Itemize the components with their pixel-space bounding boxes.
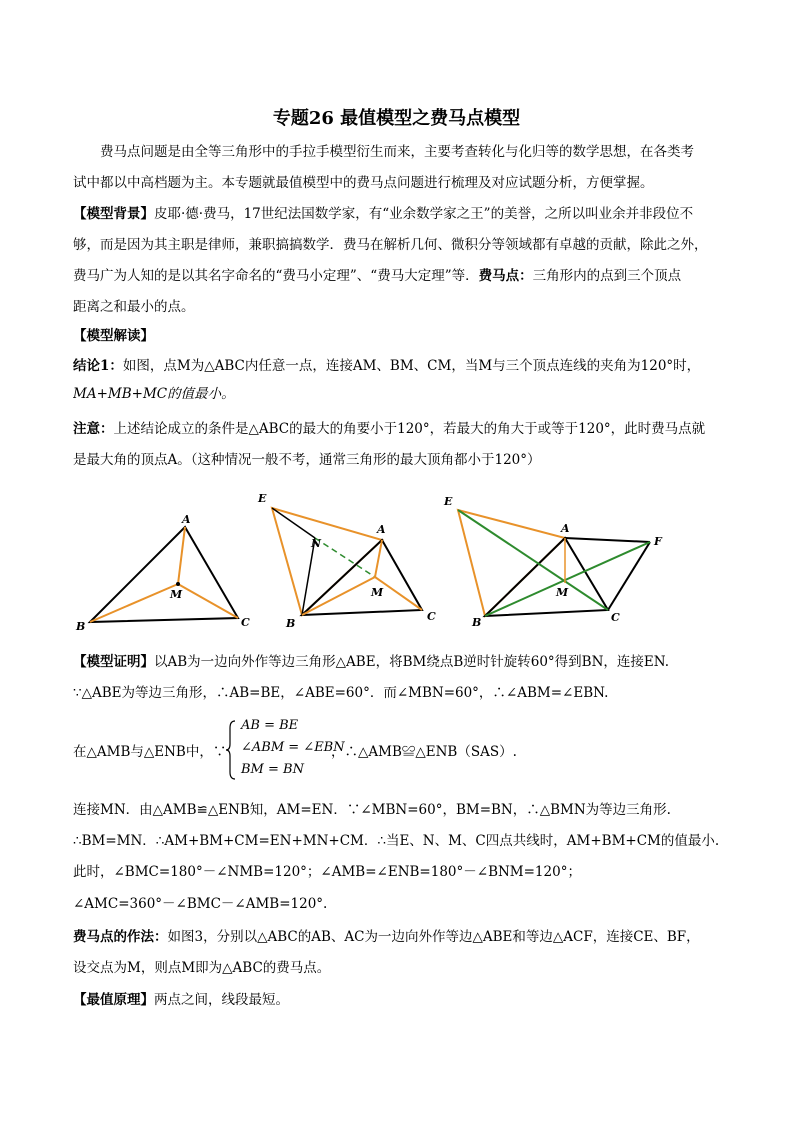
principle-line	[73, 990, 733, 1010]
fig2-label-b: B	[286, 617, 296, 630]
fermat-point-label: 费马点：	[478, 268, 533, 284]
proof-text-1: 以AB为一边向外作等边三角形△ABE，将BM绕点B逆时针旋转60°得到BN，连接EN.	[154, 654, 669, 670]
left-brace	[226, 720, 236, 780]
background-line-2: 够，而是因为其主职是律师，兼职搞搞数学．费马在解析几何、微积分等领域都有卓越的贡献，除此之外，	[73, 237, 708, 253]
fig2-segment-bm	[302, 577, 375, 615]
figures	[70, 490, 690, 635]
proof-line-2: ∵△ABE为等边三角形，∴AB=BE，∠ABE=60°．而∠MBN=60°，∴∠ABM=∠EBN.	[73, 685, 609, 701]
intro-line-1: 费马点问题是由全等三角形中的手拉手模型衍生而来，主要考查转化与化归等的数学思想，在各类考	[100, 144, 694, 160]
fig2-triangle-abe	[272, 508, 382, 615]
fig3-segment-bf	[485, 542, 650, 616]
proof-line-6: ∠AMC=360°－∠BMC－∠AMB=120°.	[73, 896, 328, 912]
system-eq-3: BM = BN	[241, 762, 304, 777]
conclusion-label: 结论1：	[73, 358, 123, 374]
note-label: 注意：	[73, 421, 114, 437]
figure-1	[75, 513, 250, 633]
conclusion-line-1	[73, 356, 733, 376]
principle-text: 两点之间，线段最短。	[154, 992, 289, 1008]
fig3-label-a: A	[561, 522, 570, 535]
intro-line-2: 试中都以中高档题为主。本专题就最值模型中的费马点问题进行梳理及对应试题分析，方便掌握。	[73, 175, 654, 191]
figure-3	[443, 495, 663, 629]
system-eq-1: AB = BE	[241, 718, 299, 733]
fig3-label-e: E	[444, 495, 453, 508]
method-label: 费马点的作法：	[73, 929, 168, 945]
conclusion-line-2: MA+MB+MC的值最小。	[73, 386, 235, 402]
fig2-label-m: M	[371, 586, 384, 599]
fig3-segment-af	[565, 538, 650, 542]
fig1-segment-am	[178, 527, 185, 584]
background-line-4: 距离之和最小的点。	[73, 299, 195, 315]
note-line-1	[73, 419, 733, 439]
fig2-label-a: A	[377, 523, 386, 536]
system-eq-2: ∠ABM = ∠EBN	[241, 740, 345, 755]
fig1-label-a: A	[182, 513, 191, 526]
fig3-label-f: F	[654, 535, 662, 548]
page-title: 专题26 最值模型之费马点模型	[272, 108, 521, 129]
congruence-system	[73, 718, 733, 784]
background-text-1: 皮耶·德·费马，17世纪法国数学家，有“业余数学家之王”的美誉，之所以叫业余并非段位不	[154, 206, 694, 222]
fig1-label-b: B	[76, 620, 86, 633]
figures-svg	[70, 490, 690, 635]
background-label: 【模型背景】	[73, 206, 154, 222]
fig1-point-m	[176, 582, 180, 586]
method-text-1: 如图3，分别以△ABC的AB、AC为一边向外作等边△ABE和等边△ACF，连接CE、BF，	[167, 929, 700, 945]
fig2-label-e: E	[258, 492, 267, 505]
proof-line-5: 此时，∠BMC=180°－∠NMB=120°；∠AMB=∠ENB=180°－∠BNM=120°；	[73, 864, 581, 880]
fig3-label-c: C	[611, 611, 620, 624]
fig2-label-n: N	[311, 537, 322, 550]
fig1-triangle-abc	[90, 527, 238, 622]
fig2-segment-nm-dashed	[315, 538, 375, 577]
system-tail: ，∴△AMB≌△ENB（SAS）.	[331, 744, 517, 760]
figure-2	[257, 492, 436, 630]
system-lead: 在△AMB与△ENB中，∵	[73, 744, 227, 760]
fig3-triangle-abc	[485, 538, 608, 616]
fig3-triangle-abe	[458, 510, 565, 616]
proof-line-1	[73, 652, 733, 672]
fig2-label-c: C	[427, 610, 436, 623]
fig1-label-c: C	[241, 616, 250, 629]
proof-line-3: 连接MN．由△AMB≌△ENB知，AM=EN．∵∠MBN=60°，BM=BN，∴△BMN为等边三角形.	[73, 802, 671, 818]
method-line-2: 设交点为M，则点M即为△ABC的费马点。	[73, 960, 331, 976]
fig3-label-b: B	[472, 616, 482, 629]
fig2-triangle-abc	[302, 540, 422, 615]
fig3-label-m: M	[556, 586, 569, 599]
proof-line-4: ∴BM=MN．∴AM+BM+CM=EN+MN+CM．∴当E、N、M、C四点共线时，AM+BM+CM的值最小.	[73, 833, 720, 849]
principle-label: 【最值原理】	[73, 992, 154, 1008]
conclusion-text-1: 如图，点M为△ABC内任意一点，连接AM、BM、CM，当M与三个顶点连线的夹角为120°时，	[122, 358, 701, 374]
method-line-1	[73, 927, 733, 947]
fig1-label-m: M	[170, 588, 183, 601]
interpret-label: 【模型解读】	[73, 328, 154, 344]
fig1-segment-bm	[90, 584, 178, 622]
note-text-1: 上述结论成立的条件是△ABC的最大的角要小于120°，若最大的角大于或等于120°，此时费马点就	[113, 421, 706, 437]
background-text-3b: 三角形内的点到三个顶点	[532, 268, 682, 284]
background-text-3a: 费马广为人知的是以其名字命名的“费马小定理”、“费马大定理”等．	[73, 268, 479, 284]
background-line-3	[73, 266, 733, 286]
note-line-2: 是最大角的顶点A。（这种情况一般不考，通常三角形的最大顶角都小于120°）	[73, 452, 541, 468]
background-line-1	[73, 204, 733, 224]
proof-label: 【模型证明】	[73, 654, 154, 670]
